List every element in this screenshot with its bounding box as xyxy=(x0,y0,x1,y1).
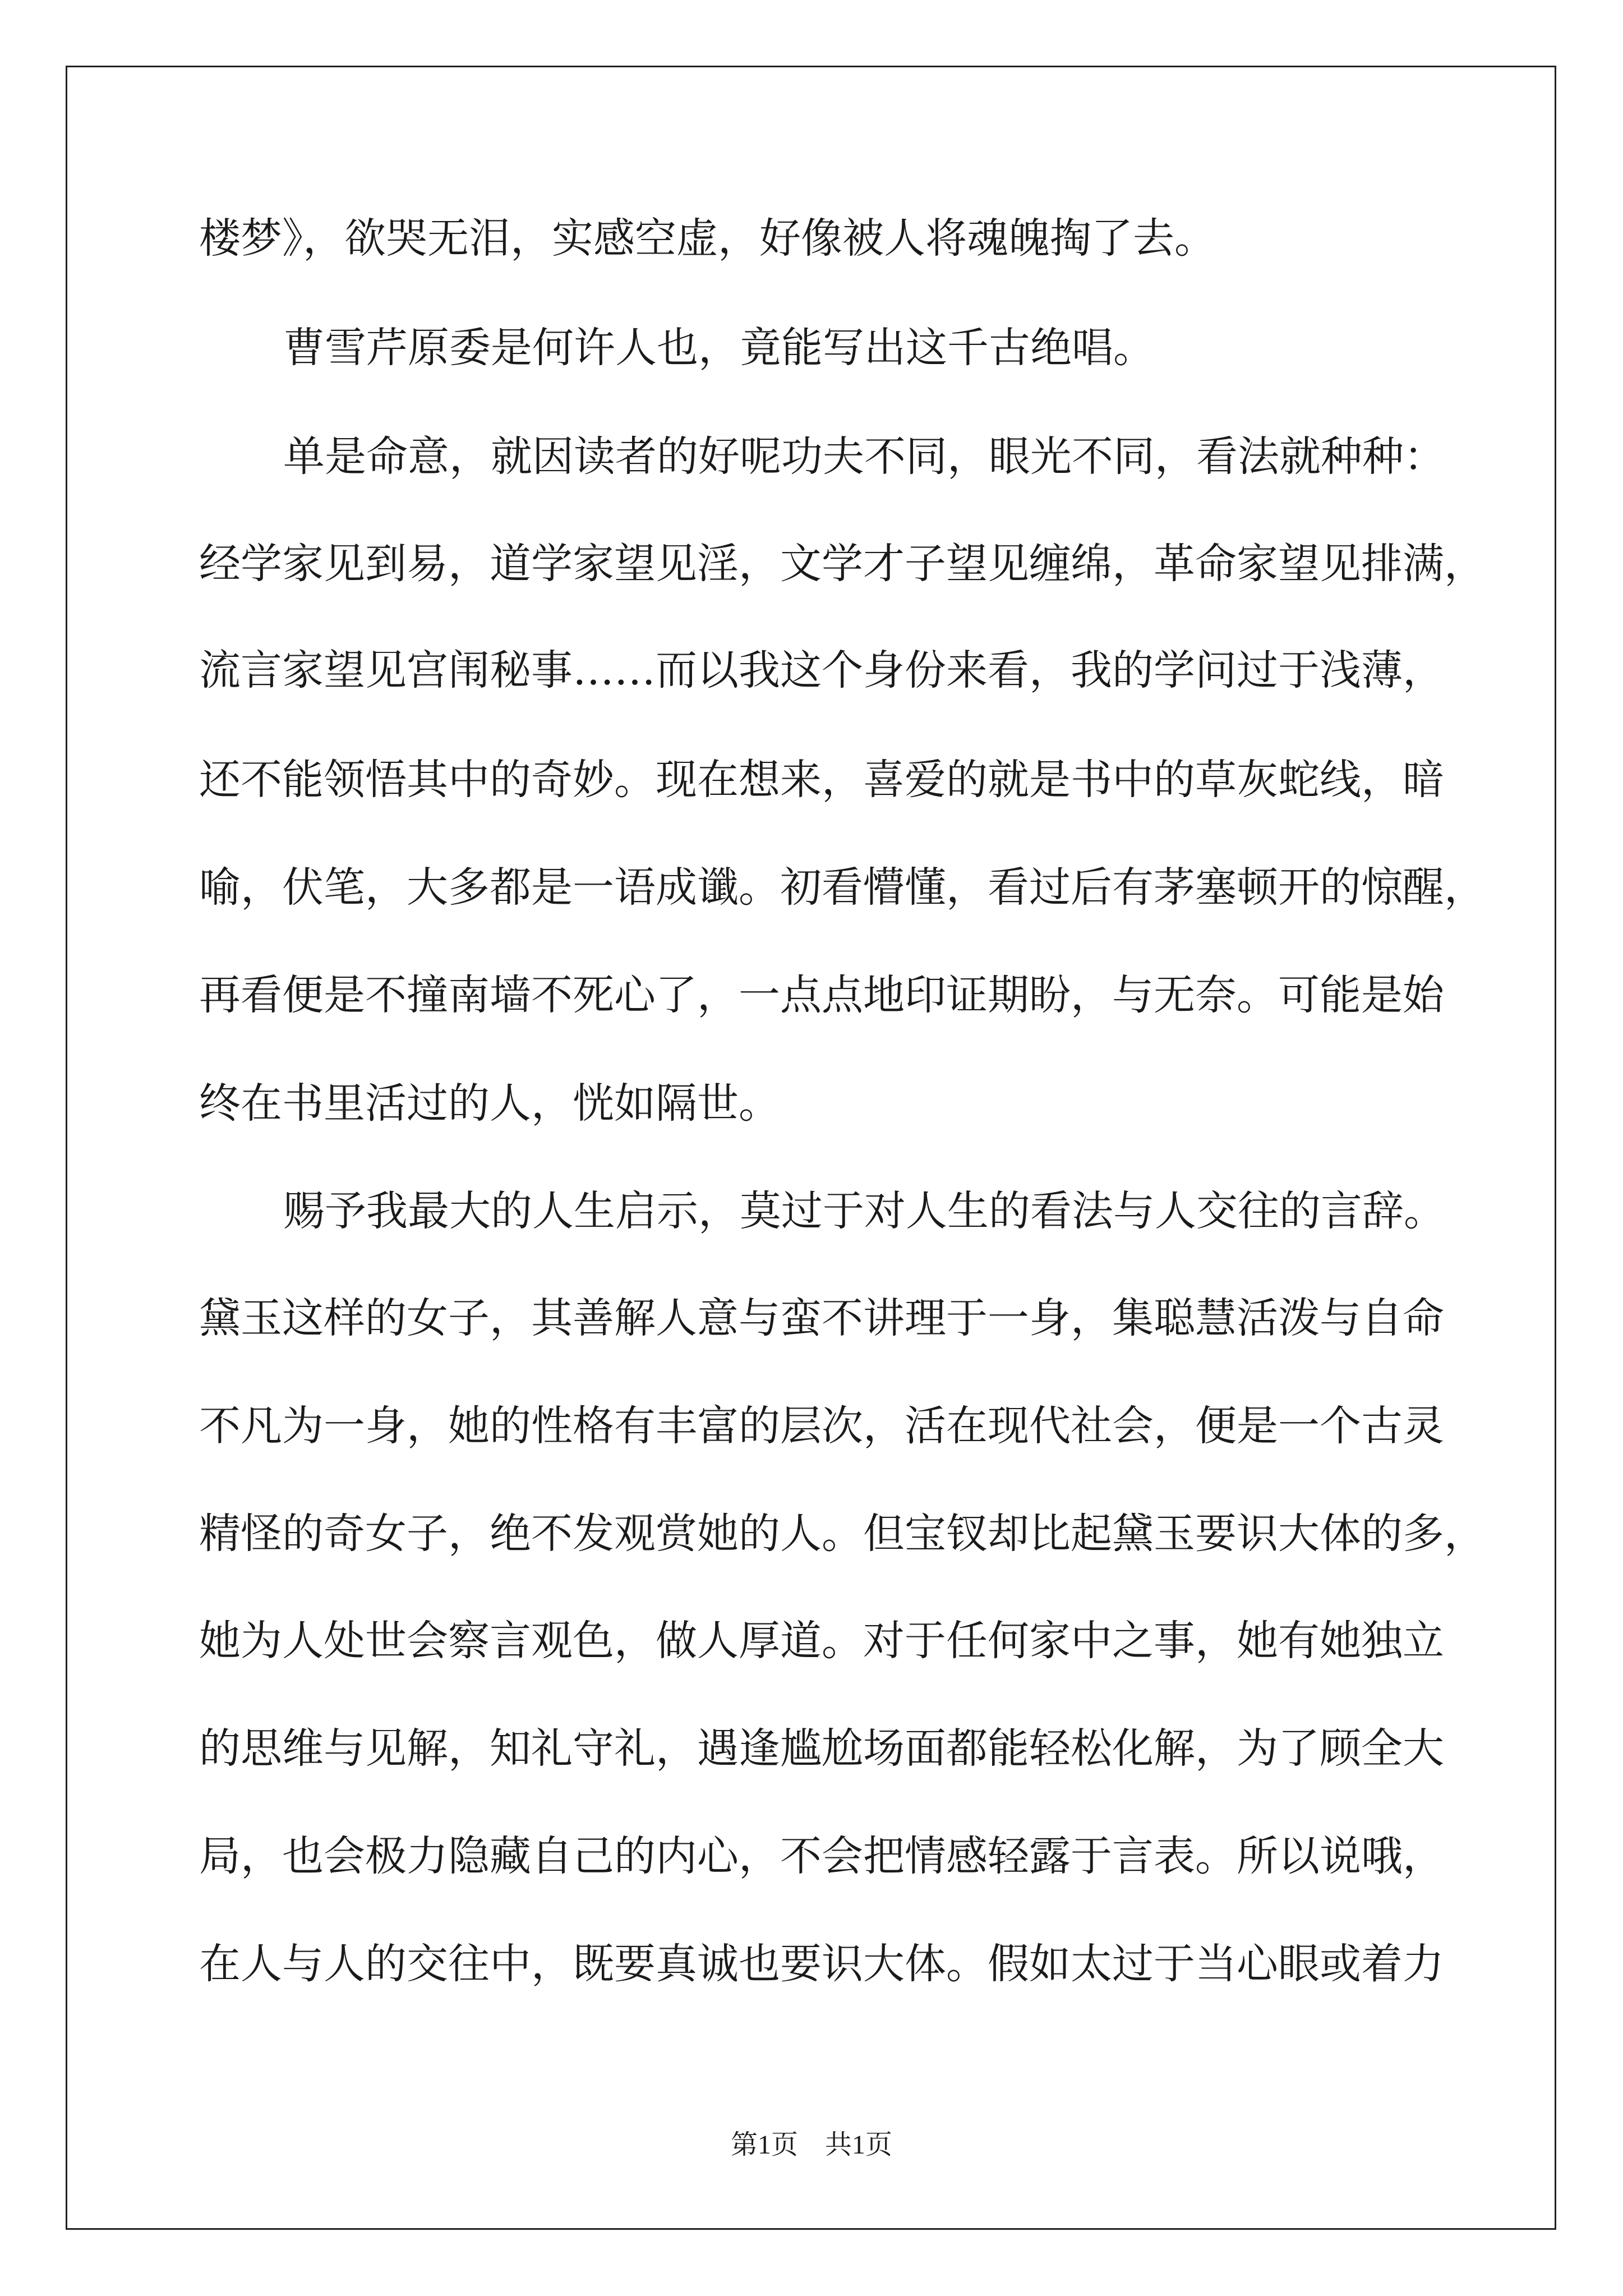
text-line: 不凡为一身，她的性格有丰富的层次，活在现代社会，便是一个古灵 xyxy=(199,1402,1444,1450)
text-line: 的思维与见解，知礼守礼，遇逢尴尬场面都能轻松化解，为了顾全大 xyxy=(199,1724,1444,1773)
text-line: 赐予我最大的人生启示，莫过于对人生的看法与人交往的言辞。 xyxy=(283,1187,1445,1235)
text-line: 精怪的奇女子，绝不发观赏她的人。但宝钗却比起黛玉要识大体的多， xyxy=(199,1510,1486,1558)
text-line: 经学家见到易，道学家望见淫，文学才子望见缠绵，革命家望见排满， xyxy=(199,540,1486,588)
page-number-footer: 第1页 共1页 xyxy=(730,2130,892,2160)
text-line: 终在书里活过的人，恍如隔世。 xyxy=(199,1079,780,1128)
text-line: 她为人处世会察言观色，做人厚道。对于任何家中之事，她有她独立 xyxy=(199,1617,1444,1665)
text-line: 黛玉这样的女子，其善解人意与蛮不讲理于一身，集聪慧活泼与自命 xyxy=(199,1294,1444,1342)
text-line: 流言家望见宫闱秘事……而以我这个身份来看，我的学问过于浅薄， xyxy=(199,646,1444,694)
text-line: 喻，伏笔，大多都是一语成谶。初看懵懂，看过后有茅塞顿开的惊醒， xyxy=(199,863,1486,912)
text-line: 曹雪芹原委是何许人也，竟能写出这千古绝唱。 xyxy=(283,324,1155,372)
text-line: 在人与人的交往中，既要真诚也要识大体。假如太过于当心眼或着力 xyxy=(199,1940,1444,1988)
text-line: 还不能领悟其中的奇妙。现在想来，喜爱的就是书中的草灰蛇线，暗 xyxy=(199,756,1444,804)
text-line: 楼梦》，欲哭无泪，实感空虚，好像被人将魂魄掏了去。 xyxy=(199,214,1216,263)
text-line: 单是命意，就因读者的好呢功夫不同，眼光不同，看法就种种： xyxy=(283,432,1445,481)
text-line: 局，也会极力隐藏自己的内心，不会把情感轻露于言表。所以说哦， xyxy=(199,1832,1444,1880)
page-border xyxy=(66,66,1556,2230)
text-line: 再看便是不撞南墙不死心了，一点点地印证期盼，与无奈。可能是始 xyxy=(199,971,1444,1019)
